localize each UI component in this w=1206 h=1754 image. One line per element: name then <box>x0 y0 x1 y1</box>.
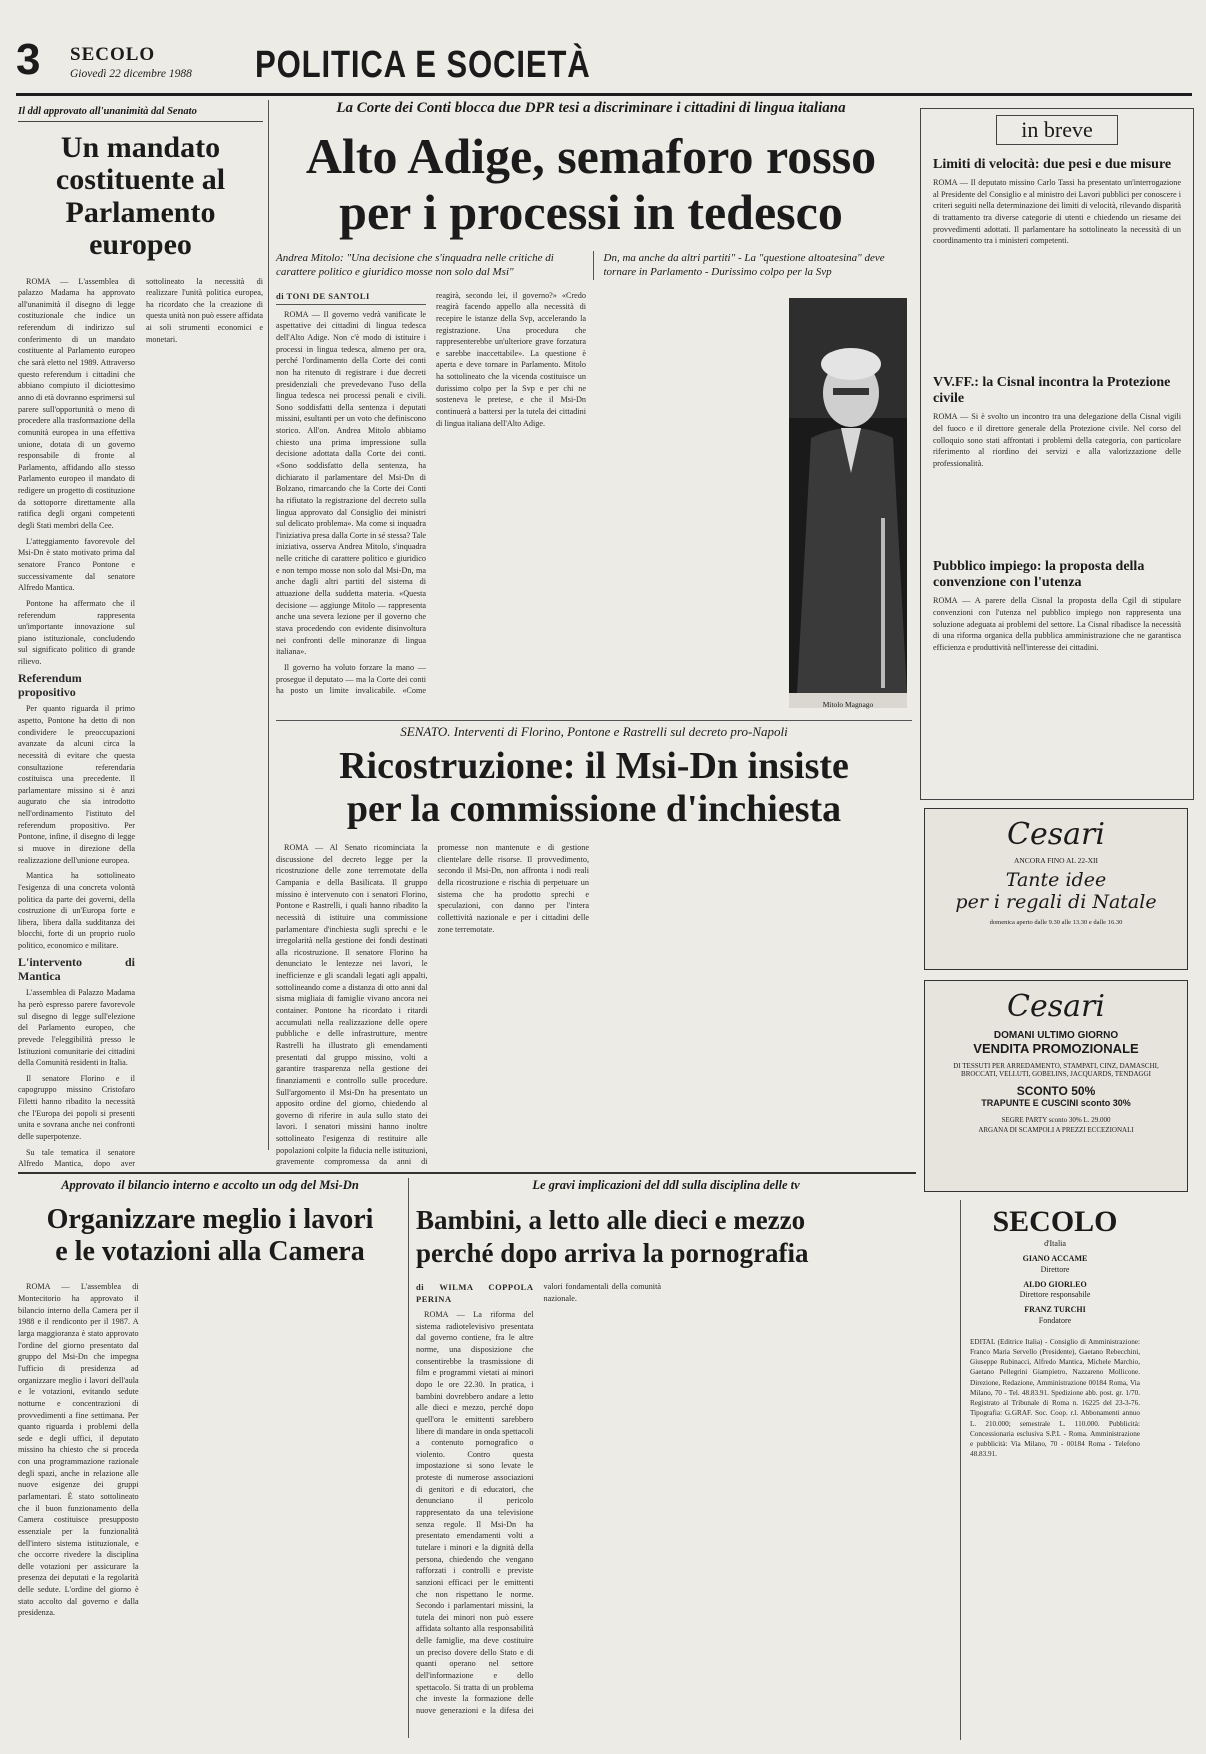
ad-brand: Cesari <box>1007 817 1105 852</box>
story-kicker: Il ddl approvato all'unanimità dal Senato <box>18 100 263 122</box>
story-headline-line1: Ricostruzione: il Msi-Dn insiste <box>339 745 849 787</box>
colophon-role: Direttore <box>1040 1264 1070 1274</box>
colophon-role: Direttore responsabile <box>1019 1290 1091 1300</box>
column-rule <box>268 100 269 1150</box>
colophon-name: FRANZ TURCHI <box>1024 1305 1086 1315</box>
in-breve-title: in breve <box>996 115 1118 145</box>
page-number: 3 <box>16 35 41 84</box>
paragraph: Su tale tematica il senatore Alfredo Mantica, dopo aver sottolineato la necessità di realizzare l'unità politica europea, ha ricordato che la creazione di questa unità non può essere affidata ai soli strumenti economici e monetari. <box>18 276 263 1169</box>
paragraph: Il governo ha voluto forzare la mano — prosegue il deputato — ma la Corte dei conti ha posto un limite invalicabile. «Come reagirà, secondo lei, il governo?» «Credo reagirà facendo appello alla necessità di recepire le istanze della Svp, accelerando la registrazione. Una procedura che rappresenterebbe un'ulteriore grave forzatura e sarebbe inaccettabile». La questione è aperta e deve tornare in Parlamento. Mitolo ha sottolineato che la vicenda costituisce un durissimo colpo per la Svp e per chi ne sosteneva le pretese, e che il Msi-Dn continuerà a battersi per la tutela dei cittadini di lingua italiana dell'Alto Adige. <box>276 290 586 696</box>
story-body <box>276 842 912 1172</box>
photo-caption: Mitolo Magnago <box>822 700 874 709</box>
advertisement-cesari-1 <box>924 808 1188 970</box>
ad-line: ANCORA FINO AL 22-XII <box>1013 856 1099 865</box>
story-body <box>18 276 263 1176</box>
story-ricostruzione <box>276 724 912 1174</box>
ad-line: TRAPUNTE E CUSCINI sconto 30% <box>981 1098 1131 1108</box>
subhead: Referendum propositivo <box>18 670 82 699</box>
portrait-photo <box>789 298 907 693</box>
brief-body: ROMA — Il deputato missino Carlo Tassi ha presentato un'interrogazione al Presidente del Consiglio e al ministro dei Lavori pubblici per conoscere i criteri seguiti nella determinazione dei limiti di velocità, rilevando disparità di trattamento tra diverse categorie di utenti e chiedendo un riesame dei provvedimenti adottati. Il parlamentare ha sottolineato la necessità di un coordinamento tra i ministeri competenti. <box>933 178 1181 246</box>
ad-line: per i regali di Natale <box>955 891 1157 913</box>
colophon-name: GIANO ACCAME <box>1022 1254 1088 1263</box>
ad-line: VENDITA PROMOZIONALE <box>973 1041 1139 1056</box>
section-rule <box>18 1172 916 1174</box>
issue-date: Giovedì 22 dicembre 1988 <box>70 68 192 80</box>
paragraph: L'assemblea di Palazzo Madama ha però espresso parere favorevole sul disegno di legge sull'elezione del Parlamento europeo, che prevede l'eleggibilità presso le Istituzioni comunitarie dei cittadini della Comunità residenti in Italia. <box>18 988 135 1068</box>
story-kicker: Approvato il bilancio interno e accolto un odg del Msi-Dn <box>61 1178 359 1192</box>
paragraph: ROMA — L'assemblea di Montecitorio ha approvato il bilancio interno della Camera per il 1988 e il rendiconto per il 1987. A larga maggioranza è stato approvato l'ordine del giorno presentato dal gruppo del Msi-Dn che impegna l'ufficio di presidenza ad organizzare meglio i lavori dell'aula e le votazioni, evitando sedute notturne e concentrazioni di provvedimenti a fine settimana. Per quanto riguarda i problemi della sede e degli uffici, il deputato missino ha chiesto che si proceda con una programmazione razionale degli spazi, anche in relazione alle nuove esigenze dei gruppi parlamentari. È stato sottolineato che il buon funzionamento della Camera costituisce presupposto essenziale per la funzionalità dell'intero sistema istituzionale, e che occorre rivedere la disciplina delle votazioni per assicurare la presenza dei deputati e la regolarità delle sedute. L'ordine del giorno è stato accolto dal governo e dalla presidenza. <box>18 1282 139 1618</box>
brief-title: Pubblico impiego: la proposta della convenzione con l'utenza <box>933 559 1145 591</box>
colophon <box>970 1205 1140 1735</box>
ad-line: Tante idee <box>1005 869 1107 891</box>
story-kicker: La Corte dei Conti blocca due DPR tesi a discriminare i cittadini di lingua italiana <box>336 100 846 116</box>
story-bambini <box>416 1178 916 1738</box>
brief-body: ROMA — Si è svolto un incontro tra una delegazione della Cisnal vigili del fuoco e il direttore generale della Protezione civile. Nel corso del colloquio sono stati affrontati i problemi della categoria, con particolare riferimento al riordino dei servizi e alla valorizzazione delle professionalità. <box>933 412 1181 468</box>
paragraph: Per quanto riguarda il primo aspetto, Pontone ha detto di non condividere le preoccupazioni avanzate da alcuni circa la necessità di evitare che questa consultazione referendaria costituisca una precedente. Il parlamentare missino si è anzi augurato che sia introdotto nell'ordinamento l'istituto del referendum propositivo. Per Pontone, infine, il disegno di legge si muove in direzione della realizzazione dell'unione europea. <box>18 704 135 865</box>
paragraph: L'atteggiamento favorevole del Msi-Dn è stato motivato prima dal senatore Franco Pontone e successivamente dal senatore Alfredo Mantica. <box>18 536 135 593</box>
ad-line: ARGANA DI SCAMPOLI A PREZZI ECCEZIONALI <box>978 1126 1134 1134</box>
story-camera <box>18 1178 402 1738</box>
ad-line: SEGRE PARTY sconto 30% L. 29.000 <box>1001 1116 1111 1124</box>
story-headline-line1: Alto Adige, semaforo rosso <box>305 128 877 184</box>
photo-mitolo-magnago <box>789 298 907 708</box>
story-headline-line1: Organizzare meglio i lavori <box>46 1204 374 1235</box>
subhead: L'intervento di Mantica <box>18 954 135 983</box>
brief-title: VV.FF.: la Cisnal incontra la Protezione civile <box>933 375 1171 407</box>
colophon-text: EDITAL (Editrice Italia) - Consiglio di Amministrazione: Franco Maria Servello (Presidente), Gaetano Rebecchini, Giuseppe Rubinacci, Alfredo Mantica, Michele Marchio, Gaetano Pellegrini Giampietro, Nazzareno Mollicone. Direzione, Redazione, Amministrazione 00184 Roma, Via Milano, 70 - Tel. 48.83.91. Spedizione abb. post. gr. 1/70. Registrato al Tribunale di Roma n. 16225 del 23-3-76. Tipografia: G.GRAF. Soc. Coop. r.l. Abbonamenti annuo L. 210.000; semestrale L. 110.000. Pubblicità: Concessionaria esclusiva S.P.I. - Roma. Amministrazione e pubblicità: Via Milano, 70 - 00184 Roma - Telefono 48.83.91. <box>970 1337 1140 1459</box>
paragraph: ROMA — L'assemblea di palazzo Madama ha approvato all'unanimità il disegno di legge costituzionale che indice un referendum di indirizzo sul conferimento di un mandato costituente al Parlamento europeo che sarà eletto nel 1989. Attraverso questo referendum i cittadini che abbiano compiuto il diciottesimo anno di età dovranno esprimersi sul parere sull'opportunità o meno di procedere alla trasformazione della comunità europea in una effettiva unione, dotata di un governo responsabile di fronte al Parlamento, affidando allo stesso Parlamento europeo il mandato di redigere un progetto di costituzione da sottoporre direttamente alla ratifica degli organi competenti degli Stati membri della Cee. <box>18 276 135 531</box>
section-title: POLITICA E SOCIETÀ <box>255 44 591 86</box>
masthead-rule <box>16 93 1192 96</box>
paragraph: Mantica ha sottolineato l'esigenza di una concreta volontà politica da parte dei governi, della costruzione di un'Europa forte e libera, libera dalla sudditanza dei blocchi, forte di un proprio ruolo politico, economico e militare. <box>18 871 135 951</box>
story-kicker: SENATO. Interventi di Florino, Pontone e Rastrelli sul decreto pro-Napoli <box>400 724 788 739</box>
colophon-role: Fondatore <box>1038 1315 1072 1325</box>
ad-line: domenica aperto dalle 9.30 alle 13.30 e dalle 16.30 <box>989 919 1123 926</box>
story-body <box>18 1281 402 1731</box>
paragraph: Pontone ha affermato che il referendum rappresenta un'importante innovazione sul piano istituzionale, concludendo sul significato politico di grande rilievo. <box>18 598 135 667</box>
brief-body: ROMA — A parere della Cisnal la proposta della Cgil di stipulare convenzioni con l'utenza nel pubblico impiego non rappresenta una soluzione adeguata ai problemi del settore. La Cisnal ribadisce la necessità di una riforma organica della pubblica amministrazione che ne garantisca efficienza e produttività nell'interesse dei cittadini. <box>933 596 1181 653</box>
colophon-name: ALDO GIORLEO <box>1023 1279 1087 1289</box>
ad-brand: Cesari <box>1007 989 1105 1024</box>
story-deck-left: Andrea Mitolo: "Una decisione che s'inquadra nelle critiche di carattere politico e giuridico mosse non solo dal Msi" <box>276 252 554 279</box>
ad-line: DOMANI ULTIMO GIORNO <box>993 1030 1119 1041</box>
byline: di TONI DE SANTOLI <box>276 290 426 305</box>
ad-line: SCONTO 50% <box>1016 1084 1096 1098</box>
brief-title: Limiti di velocità: due pesi e due misure <box>933 157 1172 172</box>
paragraph: ROMA — La riforma del sistema radiotelevisivo presentata dal governo contiene, fra le altre norme, una disposizione che consentirebbe la trasmissione di film e programmi vietati ai minori dopo le ore 22.30. In pratica, i bambini dovrebbero andare a letto alle dieci e mezzo, perché dopo quell'ora le emittenti sarebbero libere di mandare in onda spettacoli a contenuto pornografico o violento. Contro questa impostazione si sono levate le proteste di numerose associazioni di genitori e di educatori, che denunciano il pericolo rappresentato da una televisione senza regole. Il Msi-Dn ha presentato emendamenti volti a tutelare i minori e la dignità della persona, chiedendo che vengano rafforzati i controlli e previste sanzioni efficaci per le emittenti che non rispettano le norme. Secondo i parlamentari missini, la tutela dei minori non può essere affidata soltanto alla responsabilità delle famiglie, ma deve costituire un preciso dovere dello Stato e di quanti operano nel settore dell'informazione e dello spettacolo. Si tratta di un problema che investe la formazione delle nuove generazioni e la difesa dei valori fondamentali della comunità nazionale. <box>416 1282 661 1715</box>
section-rule <box>276 720 912 721</box>
story-body <box>416 1281 916 1731</box>
paragraph: Il senatore Florino e il capogruppo missino Cristofaro Filetti hanno ribadito la necessità che l'Europa dei popoli si presenti unita e sovrana anche nei confronti delle superpotenze. <box>18 1073 135 1142</box>
advertisement-cesari-2 <box>924 980 1188 1192</box>
paragraph: ROMA — Il governo vedrà vanificate le aspettative dei cittadini di lingua tedesca dell'Alto Adige. Non c'è modo di istituire i processi in lingua tedesca, almeno per ora, perché l'ordinamento della Corte dei conti non ha ritenuto di registrare i due decreti presidenziali che prevedevano l'uso della lingua tedesca nei processi penali e civili. Sono soddisfatti della sentenza i deputati missini, esultanti per un voto che definiscono storico. All'on. Andrea Mitolo abbiamo chiesto una prima impressione sulla decisione adottata dalla Corte dei conti. «Sono soddisfatto della sentenza, ha dichiarato il parlamentare del Msi-Dn di Bolzano, rimarcando che la Corte dei Conti ha rifiutato la registrazione del decreto sulla lingua approvato dal Consiglio dei ministri sul delicato problema». Ma come si inquadra l'iniziativa presa dalla Corte in sé stessa? Tale iniziativa, osserva Andrea Mitolo, s'inquadra nelle critiche di carattere politico e giuridico e non tempo mosse non solo dal Msi-Dn, ma anche dagli altri partiti del sistema di attuazione della suddetta materia. «Questa decisione — aggiunge Mitolo — rappresenta anche una severa lezione per il governo che stava procedendo con evidente disinvoltura nei confronti delle minoranze di lingua italiana». <box>276 309 426 657</box>
story-headline-line2: e le votazioni alla Camera <box>55 1236 365 1268</box>
story-headline-line2: perché dopo arriva la pornografia <box>416 1238 809 1268</box>
column-rule <box>960 1200 961 1740</box>
in-breve-box <box>920 108 1194 800</box>
paper-name: SECOLO <box>70 44 156 65</box>
story-headline-line2: per i processi in tedesco <box>339 184 843 240</box>
column-rule <box>408 1178 409 1738</box>
story-headline-line2: per la commissione d'inchiesta <box>346 788 842 831</box>
story-deck-right: Dn, ma anche da altri partiti" - La "questione altoatesina" deve tornare in Parlamento - Durissimo colpo per la Svp <box>593 251 907 280</box>
story-kicker: Le gravi implicazioni del ddl sulla disciplina delle tv <box>532 1178 800 1192</box>
story-mandato <box>18 100 263 1169</box>
colophon-subtitle: d'Italia <box>1044 1239 1066 1248</box>
byline: di WILMA COPPOLA PERINA <box>416 1282 534 1305</box>
colophon-title: SECOLO <box>992 1205 1118 1238</box>
story-headline: Un mandato costituente al Parlamento europeo <box>55 131 226 262</box>
story-headline-line1: Bambini, a letto alle dieci e mezzo <box>416 1205 806 1235</box>
paragraph: ROMA — Al Senato ricominciata la discussione del decreto legge per la ricostruzione delle zone terremotate della Campania e della Basilicata. Il gruppo missino è intervenuto con i senatori Florino, Pontone e Rastrelli, i quali hanno ribadito la necessità di istituire una commissione parlamentare d'inchiesta sugli sprechi e le irregolarità nella gestione dei fondi destinati alla ricostruzione. Il senatore Florino ha denunciato le lentezze nei lavori, le inefficienze e gli scandali legati agli appalti, sottolineando come a distanza di otto anni dal sisma migliaia di famiglie vivano ancora nei container. Pontone ha ricordato i ritardi accumulati nella realizzazione delle opere pubbliche e delle infrastrutture, mentre Rastrelli ha illustrato gli emendamenti presentati dal gruppo missino, volti a garantire trasparenza nella gestione dei finanziamenti e controllo sulle procedure. Sull'argomento il Msi-Dn ha presentato un apposito ordine del giorno, chiedendo al governo di riferire in aula sullo stato dei lavori. I senatori missini hanno inoltre sottolineato l'esigenza di restituire alle popolazioni colpite la fiducia nelle istituzioni, gravemente compromessa da anni di promesse non mantenute e di gestione clientelare delle risorse. Il provvedimento, secondo il Msi-Dn, non affronta i nodi reali della ricostruzione e rischia di perpetuare un sistema che ha prodotto sprechi e speculazioni, con danno per l'intera collettività nazionale e per i cittadini delle zone terremotate. <box>276 843 589 1167</box>
ad-line: DI TESSUTI PER ARREDAMENTO, STAMPATI, CINZ, DAMASCHI, BROCCATI, VELLUTI, GOBELINS, JACQUARDS, TENDAGGI <box>953 1062 1159 1078</box>
